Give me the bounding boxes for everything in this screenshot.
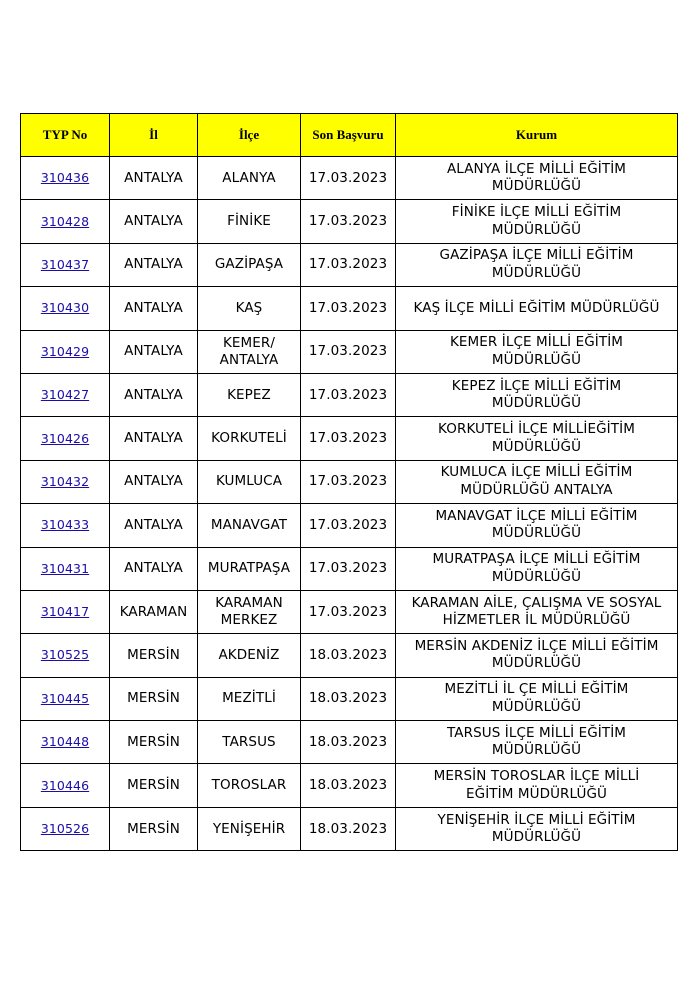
il-cell: ANTALYA: [110, 157, 198, 200]
kurum-line-1: KORKUTELİ İLÇE MİLLİEĞİTİM: [438, 421, 635, 438]
il-cell: ANTALYA: [110, 287, 198, 330]
kurum-line-2: MÜDÜRLÜĞÜ: [491, 351, 582, 368]
table-row: [21, 373, 678, 416]
typ-no-link[interactable]: 310429: [40, 343, 90, 359]
son-basvuru-cell: 17.03.2023: [301, 157, 396, 200]
son-basvuru-cell: 18.03.2023: [301, 807, 396, 850]
kurum-line-1: YENİŞEHİR İLÇE MİLLİ EĞİTİM: [437, 811, 636, 828]
typ-no-cell: [21, 807, 110, 850]
kurum-line-1: MURATPAŞA İLÇE MİLLİ EĞİTİM: [432, 551, 641, 568]
ilce-line-2: MERKEZ: [220, 612, 278, 629]
ilce-cell: KEPEZ: [198, 373, 301, 416]
ilce-cell: TOROSLAR: [198, 764, 301, 807]
kurum-line-1: MERSİN TOROSLAR İLÇE MİLLİ: [433, 768, 640, 785]
il-cell: MERSİN: [110, 721, 198, 764]
typ-no-cell: [21, 764, 110, 807]
typ-no-link[interactable]: 310448: [40, 734, 90, 750]
son-basvuru-cell: 17.03.2023: [301, 547, 396, 590]
typ-no-link[interactable]: 310437: [40, 256, 90, 272]
typ-no-link[interactable]: 310427: [40, 387, 90, 403]
kurum-cell: [396, 460, 678, 503]
header-son-basvuru: Son Başvuru: [301, 114, 396, 157]
il-cell: ANTALYA: [110, 417, 198, 460]
kurum-line-2: MÜDÜRLÜĞÜ ANTALYA: [460, 481, 613, 498]
ilce-cell: MURATPAŞA: [198, 547, 301, 590]
typ-no-link[interactable]: 310431: [40, 560, 90, 576]
table-row: [21, 634, 678, 677]
kurum-cell: [396, 807, 678, 850]
kurum-line-1: TARSUS İLÇE MİLLİ EĞİTİM: [446, 724, 627, 741]
header-kurum: Kurum: [396, 114, 678, 157]
typ-no-link[interactable]: 310432: [40, 473, 90, 489]
son-basvuru-cell: 17.03.2023: [301, 373, 396, 416]
il-cell: KARAMAN: [110, 590, 198, 633]
ilce-cell: KORKUTELİ: [198, 417, 301, 460]
table-row: [21, 721, 678, 764]
son-basvuru-cell: 17.03.2023: [301, 590, 396, 633]
kurum-line-2: MÜDÜRLÜĞÜ: [491, 742, 582, 759]
ilce-line-1: KEMER/: [222, 334, 276, 351]
ilce-cell: AKDENİZ: [198, 634, 301, 677]
il-cell: MERSİN: [110, 634, 198, 677]
table-row: [21, 547, 678, 590]
typ-no-cell: [21, 547, 110, 590]
ilce-cell: TARSUS: [198, 721, 301, 764]
typ-no-cell: [21, 504, 110, 547]
il-cell: MERSİN: [110, 764, 198, 807]
ilce-cell: FİNİKE: [198, 200, 301, 243]
kurum-cell: [396, 764, 678, 807]
typ-no-link[interactable]: 310428: [40, 213, 90, 229]
kurum-cell: [396, 504, 678, 547]
typ-no-cell: [21, 634, 110, 677]
table-row: [21, 287, 678, 330]
il-cell: ANTALYA: [110, 504, 198, 547]
son-basvuru-cell: 17.03.2023: [301, 504, 396, 547]
kurum-line-1: FİNİKE İLÇE MİLLİ EĞİTİM: [451, 204, 622, 221]
kurum-line-2: MÜDÜRLÜĞÜ: [491, 655, 582, 672]
kurum-cell: [396, 373, 678, 416]
son-basvuru-cell: 17.03.2023: [301, 287, 396, 330]
table-row: [21, 590, 678, 633]
ilce-cell: GAZİPAŞA: [198, 243, 301, 286]
kurum-cell: [396, 590, 678, 633]
kurum-line-1: MEZİTLİ İL ÇE MİLLİ EĞİTİM: [444, 681, 629, 698]
table-row: [21, 764, 678, 807]
son-basvuru-cell: 17.03.2023: [301, 243, 396, 286]
kurum-line-2: MÜDÜRLÜĞÜ: [491, 438, 582, 455]
header-ilce: İlçe: [198, 114, 301, 157]
il-cell: ANTALYA: [110, 547, 198, 590]
typ-no-link[interactable]: 310433: [40, 517, 90, 533]
job-listing-table: [20, 113, 678, 851]
header-il: İl: [110, 114, 198, 157]
typ-no-cell: [21, 330, 110, 373]
table-row: [21, 417, 678, 460]
ilce-cell: MEZİTLİ: [198, 677, 301, 720]
table-row: [21, 330, 678, 373]
typ-no-link[interactable]: 310526: [40, 821, 90, 837]
typ-no-cell: [21, 590, 110, 633]
il-cell: MERSİN: [110, 807, 198, 850]
typ-no-link[interactable]: 310445: [40, 690, 90, 706]
son-basvuru-cell: 17.03.2023: [301, 330, 396, 373]
typ-no-cell: [21, 721, 110, 764]
il-cell: MERSİN: [110, 677, 198, 720]
table-row: [21, 807, 678, 850]
son-basvuru-cell: 18.03.2023: [301, 677, 396, 720]
typ-no-link[interactable]: 310417: [40, 604, 90, 620]
ilce-cell: ALANYA: [198, 157, 301, 200]
table-row: [21, 200, 678, 243]
typ-no-cell: [21, 417, 110, 460]
typ-no-cell: [21, 287, 110, 330]
kurum-line-2: MÜDÜRLÜĞÜ: [491, 395, 582, 412]
kurum-line-2: MÜDÜRLÜĞÜ: [491, 829, 582, 846]
typ-no-cell: [21, 243, 110, 286]
kurum-cell: [396, 200, 678, 243]
il-cell: ANTALYA: [110, 243, 198, 286]
ilce-cell: KAŞ: [198, 287, 301, 330]
kurum-line-2: MÜDÜRLÜĞÜ: [491, 178, 582, 195]
ilce-line-1: KARAMAN: [215, 595, 283, 612]
kurum-cell: [396, 243, 678, 286]
son-basvuru-cell: 18.03.2023: [301, 764, 396, 807]
kurum-line-1: KEPEZ İLÇE MİLLİ EĞİTİM: [451, 377, 622, 394]
kurum-line-1: MERSİN AKDENİZ İLÇE MİLLİ EĞİTİM: [414, 637, 659, 654]
ilce-cell: [198, 330, 301, 373]
kurum-line-1: KEMER İLÇE MİLLİ EĞİTİM: [449, 334, 624, 351]
kurum-line-2: MÜDÜRLÜĞÜ: [491, 698, 582, 715]
il-cell: ANTALYA: [110, 330, 198, 373]
kurum-line-1: KUMLUCA İLÇE MİLLİ EĞİTİM: [440, 464, 633, 481]
table-row: [21, 504, 678, 547]
son-basvuru-cell: 17.03.2023: [301, 200, 396, 243]
kurum-cell: [396, 634, 678, 677]
ilce-cell: YENİŞEHİR: [198, 807, 301, 850]
son-basvuru-cell: 17.03.2023: [301, 417, 396, 460]
son-basvuru-cell: 18.03.2023: [301, 721, 396, 764]
table-row: [21, 157, 678, 200]
kurum-line-1: MANAVGAT İLÇE MİLLİ EĞİTİM: [435, 507, 638, 524]
typ-no-cell: [21, 677, 110, 720]
table-body: [21, 157, 678, 851]
typ-no-link[interactable]: 310426: [40, 430, 90, 446]
typ-no-cell: [21, 157, 110, 200]
il-cell: ANTALYA: [110, 373, 198, 416]
kurum-line-2: EĞİTİM MÜDÜRLÜĞÜ: [466, 785, 607, 802]
header-row: [21, 114, 678, 157]
table-row: [21, 677, 678, 720]
kurum-line-1: KAŞ İLÇE MİLLİ EĞİTİM MÜDÜRLÜĞÜ: [413, 299, 660, 316]
kurum-cell: [396, 330, 678, 373]
kurum-line-1: ALANYA İLÇE MİLLİ EĞİTİM: [446, 160, 627, 177]
kurum-cell: [396, 417, 678, 460]
header-typ-no: TYP No: [21, 114, 110, 157]
son-basvuru-cell: 17.03.2023: [301, 460, 396, 503]
typ-no-link[interactable]: 310446: [40, 777, 90, 793]
il-cell: ANTALYA: [110, 200, 198, 243]
kurum-line-2: MÜDÜRLÜĞÜ: [491, 568, 582, 585]
table-row: [21, 243, 678, 286]
kurum-line-1: KARAMAN AİLE, ÇALIŞMA VE SOSYAL: [411, 594, 662, 611]
kurum-line-2: MÜDÜRLÜĞÜ: [491, 264, 582, 281]
ilce-cell: MANAVGAT: [198, 504, 301, 547]
ilce-cell: [198, 590, 301, 633]
kurum-cell: [396, 677, 678, 720]
table-row: [21, 460, 678, 503]
kurum-line-1: GAZİPAŞA İLÇE MİLLİ EĞİTİM: [439, 247, 634, 264]
kurum-cell: [396, 157, 678, 200]
ilce-line-2: ANTALYA: [219, 351, 279, 368]
typ-no-cell: [21, 373, 110, 416]
kurum-line-2: HİZMETLER İL MÜDÜRLÜĞÜ: [442, 612, 631, 629]
typ-no-link[interactable]: 310525: [40, 647, 90, 663]
typ-no-link[interactable]: 310436: [40, 170, 90, 186]
son-basvuru-cell: 18.03.2023: [301, 634, 396, 677]
kurum-cell: [396, 721, 678, 764]
typ-no-link[interactable]: 310430: [40, 300, 90, 316]
kurum-cell: [396, 547, 678, 590]
kurum-cell: [396, 287, 678, 330]
kurum-line-2: MÜDÜRLÜĞÜ: [491, 525, 582, 542]
ilce-cell: KUMLUCA: [198, 460, 301, 503]
typ-no-cell: [21, 200, 110, 243]
typ-no-cell: [21, 460, 110, 503]
kurum-line-2: MÜDÜRLÜĞÜ: [491, 221, 582, 238]
il-cell: ANTALYA: [110, 460, 198, 503]
